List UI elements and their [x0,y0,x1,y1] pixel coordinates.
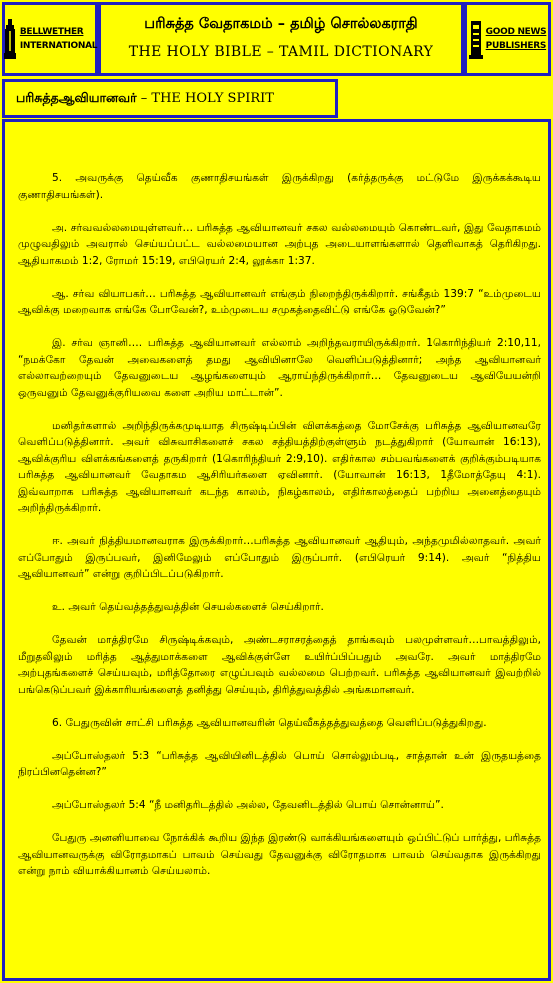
logo-right-line1: GOOD NEWS [485,27,547,37]
paragraph-divine-attributes: 5. அவருக்கு தெய்வீக குணாதிசயங்கள் இருக்கிறது (கர்த்தருக்கு மட்டுமே இருக்கக்கூடிய குணாதிசயங்கள்). [18,172,541,201]
paragraph-acts-5-3: அப்போஸ்தலர் 5:3 “பரிசுத்த ஆவியினிடத்தில் பொய் சொல்லும்படி, சாத்தான் உன் இருதயத்தை நிரப்பினதென்ன?” [18,749,541,778]
paragraph-omnipresent: ஆ. சர்வ வியாபகர்… பரிசுத்த ஆவியானவர் எங்கும் நிறைந்திருக்கிறார். சங்கீதம் 139:7 “உம்முடைய ஆவிக்கு மறைவாக எங்கே போவேன்?, உம்முடைய சமுகத்தைவிட்டு எங்கே ஓடுவேன்?” [18,287,541,316]
content-box [2,119,551,981]
logo-right-line2: PUBLISHERS [485,41,547,51]
paragraph-peter-testimony: 6. பேதுருவின் சாட்சி பரிசுத்த ஆவியானவரின் தெய்வீகத்தத்துவத்தை வெளிப்படுத்துகிறது. [52,716,487,729]
section-title-box [2,79,338,118]
logo-left-line1: BELLWETHER [19,27,84,37]
title-box [98,2,464,76]
good-news-emblem-icon [469,17,483,61]
title-tamil: பரிசுத்த வேதாகமம் – தமிழ் சொல்லகராதி [144,16,418,32]
paragraph-creation: தேவன் மாத்திரமே சிருஷ்டிக்கவும், அண்டசராசரத்தைத் தாங்கவும் பலமுள்ளவர்…பாவத்திலும், மீறுதலிலும் மரித்த ஆத்துமாக்களை ஆவிக்குள்ளே உயிர்ப்பிப்பதும் அவரே. அவர் மாத்திரமே அற்புதங்களைச் செய்யவும், மரித்தோரை எழுப்பவும் வல்லமை பெற்றவர். பரிசுத்த ஆவியானவர் இவற்றில் பங்கெடுப்பவர் இக்காரியங்களைத் தனித்து செய்யும், திரித்துவத்தில் அங்கமானவர். [18,634,541,696]
section-title-english: THE HOLY SPIRIT [151,91,274,106]
section-title-tamil: பரிசுத்தஆவியானவர் [16,90,137,105]
paragraph-omniscient: இ. சர்வ ஞானி…. பரிசுத்த ஆவியானவர் எல்லாம் அறிந்தவராயிருக்கிறார். 1கொரிந்தியர் 2:10,11, “நமக்கோ தேவன் அவைகளைத் தமது ஆவியினாலே வெளிப்படுத்தினார்; அந்த ஆவியானவர் எல்லாவற்றையும் தேவனுடைய ஆழங்களையும் ஆராய்ந்திருக்கிறார்… தேவனுடைய ஆவியேயன்றி ஒருவனும் தேவனுக்குரியவை களை அறிய மாட்டான்”. [18,337,541,399]
paragraph-acts-5-4: அப்போஸ்தலர் 5:4 “நீ மனிதரிடத்தில் அல்ல, தேவனிடத்தில் பொய் சொன்னாய்”. [52,799,444,811]
paragraph-omnipotent: அ. சர்வவல்லமையுள்ளவர்… பரிசுத்த ஆவியானவர் சகல வல்லமையும் கொண்டவர், இது வேதாகமம் முழுவதிலும் அவரால் செய்யப்பட்ட வல்லமையான அற்புத அடையாளங்களால் தெளிவாகத் தெரிகிறது. ஆதியாகமம் 1:2, ரோமர் 15:19, எபிரெயர் 2:4, லூக்கா 1:37. [18,221,541,267]
section-separator: – [136,91,152,106]
paragraph-eternal: ஈ. அவர் நித்தியமானவராக இருக்கிறார்…பரிசுத்த ஆவியானவர் ஆதியும், அந்தமுமில்லாதவர். அவர் எப்போதும் இருப்பவர், இனிமேலும் எப்போதும் இருப்பார். (எபிரெயர் 9:14). அவர் “நித்திய ஆவியானவர்” என்று குறிப்பிடப்படுகிறார். [18,535,541,580]
bellwether-logo [5,5,98,73]
paragraph-revelation: மனிதர்களால் அறிந்திருக்கமுடியாத சிருஷ்டிப்பின் விளக்கத்தை மோசேக்கு பரிசுத்த ஆவியானவரே வெளிப்படுத்தினார். அவர் விசுவாசிகளைச் சகல சத்தியத்திற்குள்ளும் நடத்துகிறார் (யோவான் 16:13), ஆவிக்குரிய விளக்கங்களைத் தருகிறார் (1கொரிந்தியர் 2:9,10). எதிர்கால சம்பவங்களைக் குறிக்கும்படியாக பரிசுத்த ஆவியானவர் வேதாகம ஆசிரியர்களை ஏவினார். (யோவான் 16:13, 1தீமோத்தேயு 4:1). இவ்வாறாக பரிசுத்த ஆவியானவர் கடந்த காலம், நிகழ்காலம், எதிர்காலத்தைப் பற்றிய அனைத்தையும் அறிந்திருக்கிறார். [18,419,541,514]
logo-left-line2: INTERNATIONAL [19,41,98,51]
paragraph-divine-works: உ. அவர் தெய்வத்தத்துவத்தின் செயல்களைச் செய்கிறார். [52,601,324,613]
paragraph-conclusion: பேதுரு அனனியாவை நோக்கிக் கூறிய இந்த இரண்டு வாக்கியங்களையும் ஒப்பிட்டுப் பார்த்து, பரிசுத்த ஆவியானவருக்கு விரோதமாகப் பாவம் செய்வது தேவனுக்கு விரோதமாக பாவம் செய்வதாக இருக்கிறது என்று நாம் வியாக்கியானம் செய்யலாம். [18,832,541,877]
bellwether-emblem-icon [3,17,17,61]
bellwether-logo-box [2,2,98,76]
good-news-logo-box [464,2,551,76]
section-title [5,82,335,107]
good-news-logo [467,5,548,73]
content-body [5,122,548,880]
title-english: THE HOLY BIBLE – TAMIL DICTIONARY [128,44,434,60]
